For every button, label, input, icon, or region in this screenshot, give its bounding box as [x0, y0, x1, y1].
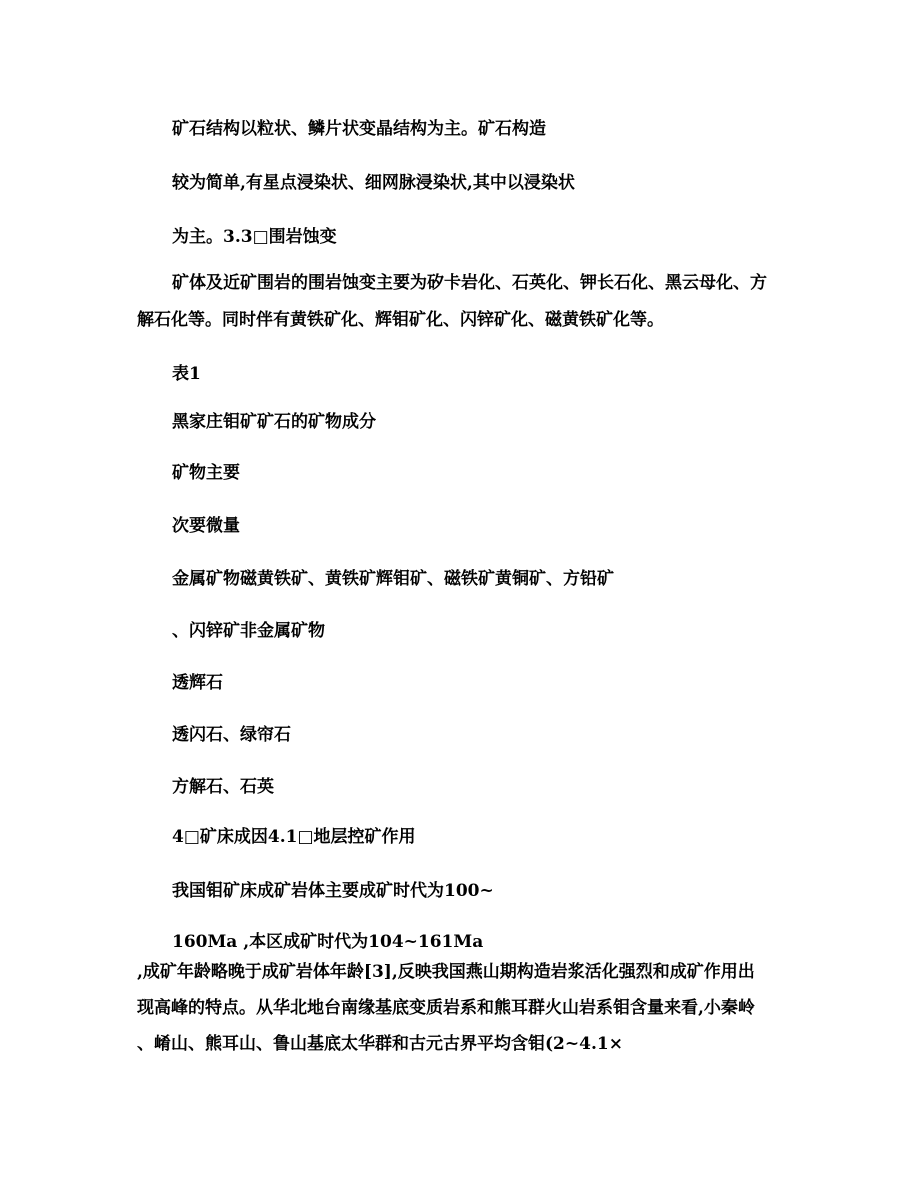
table-cell: 透闪石、绿帘石 — [172, 725, 291, 745]
text-line: 矿石结构以粒状、鳞片状变晶结构为主。矿石构造 — [172, 119, 546, 139]
table-cell: 矿物主要 — [172, 463, 240, 483]
table-cell: 金属矿物磁黄铁矿、黄铁矿辉钼矿、磁铁矿黄铜矿、方铅矿 — [172, 569, 614, 589]
table-cell: 、闪锌矿非金属矿物 — [172, 621, 325, 641]
section-heading: 4□矿床成因4.1□地层控矿作用 — [172, 827, 416, 847]
table-cell: 透辉石 — [172, 673, 223, 693]
text-line: ,成矿年龄略晚于成矿岩体年龄[3],反映我国燕山期构造岩浆活化强烈和成矿作用出 — [137, 962, 755, 982]
text-line: 、崤山、熊耳山、鲁山基底太华群和古元古界平均含钼(2~4.1× — [137, 1034, 623, 1054]
text-line: 解石化等。同时伴有黄铁矿化、辉钼矿化、闪锌矿化、磁黄铁矿化等。 — [137, 310, 664, 330]
text-line: 较为简单,有星点浸染状、细网脉浸染状,其中以浸染状 — [172, 173, 575, 193]
table-label: 表1 — [172, 364, 201, 384]
section-heading: 为主。3.3□围岩蚀变 — [172, 227, 337, 247]
table-cell: 次要微量 — [172, 516, 240, 536]
text-line: 160Ma ,本区成矿时代为104~161Ma — [172, 932, 484, 952]
text-line: 矿体及近矿围岩的围岩蚀变主要为矽卡岩化、石英化、钾长石化、黑云母化、方 — [172, 273, 767, 293]
table-title: 黑家庄钼矿矿石的矿物成分 — [172, 412, 376, 432]
table-cell: 方解石、石英 — [172, 777, 274, 797]
text-line: 现高峰的特点。从华北地台南缘基底变质岩系和熊耳群火山岩系钼含量来看,小秦岭 — [137, 998, 755, 1018]
text-line: 我国钼矿床成矿岩体主要成矿时代为100~ — [172, 881, 494, 901]
